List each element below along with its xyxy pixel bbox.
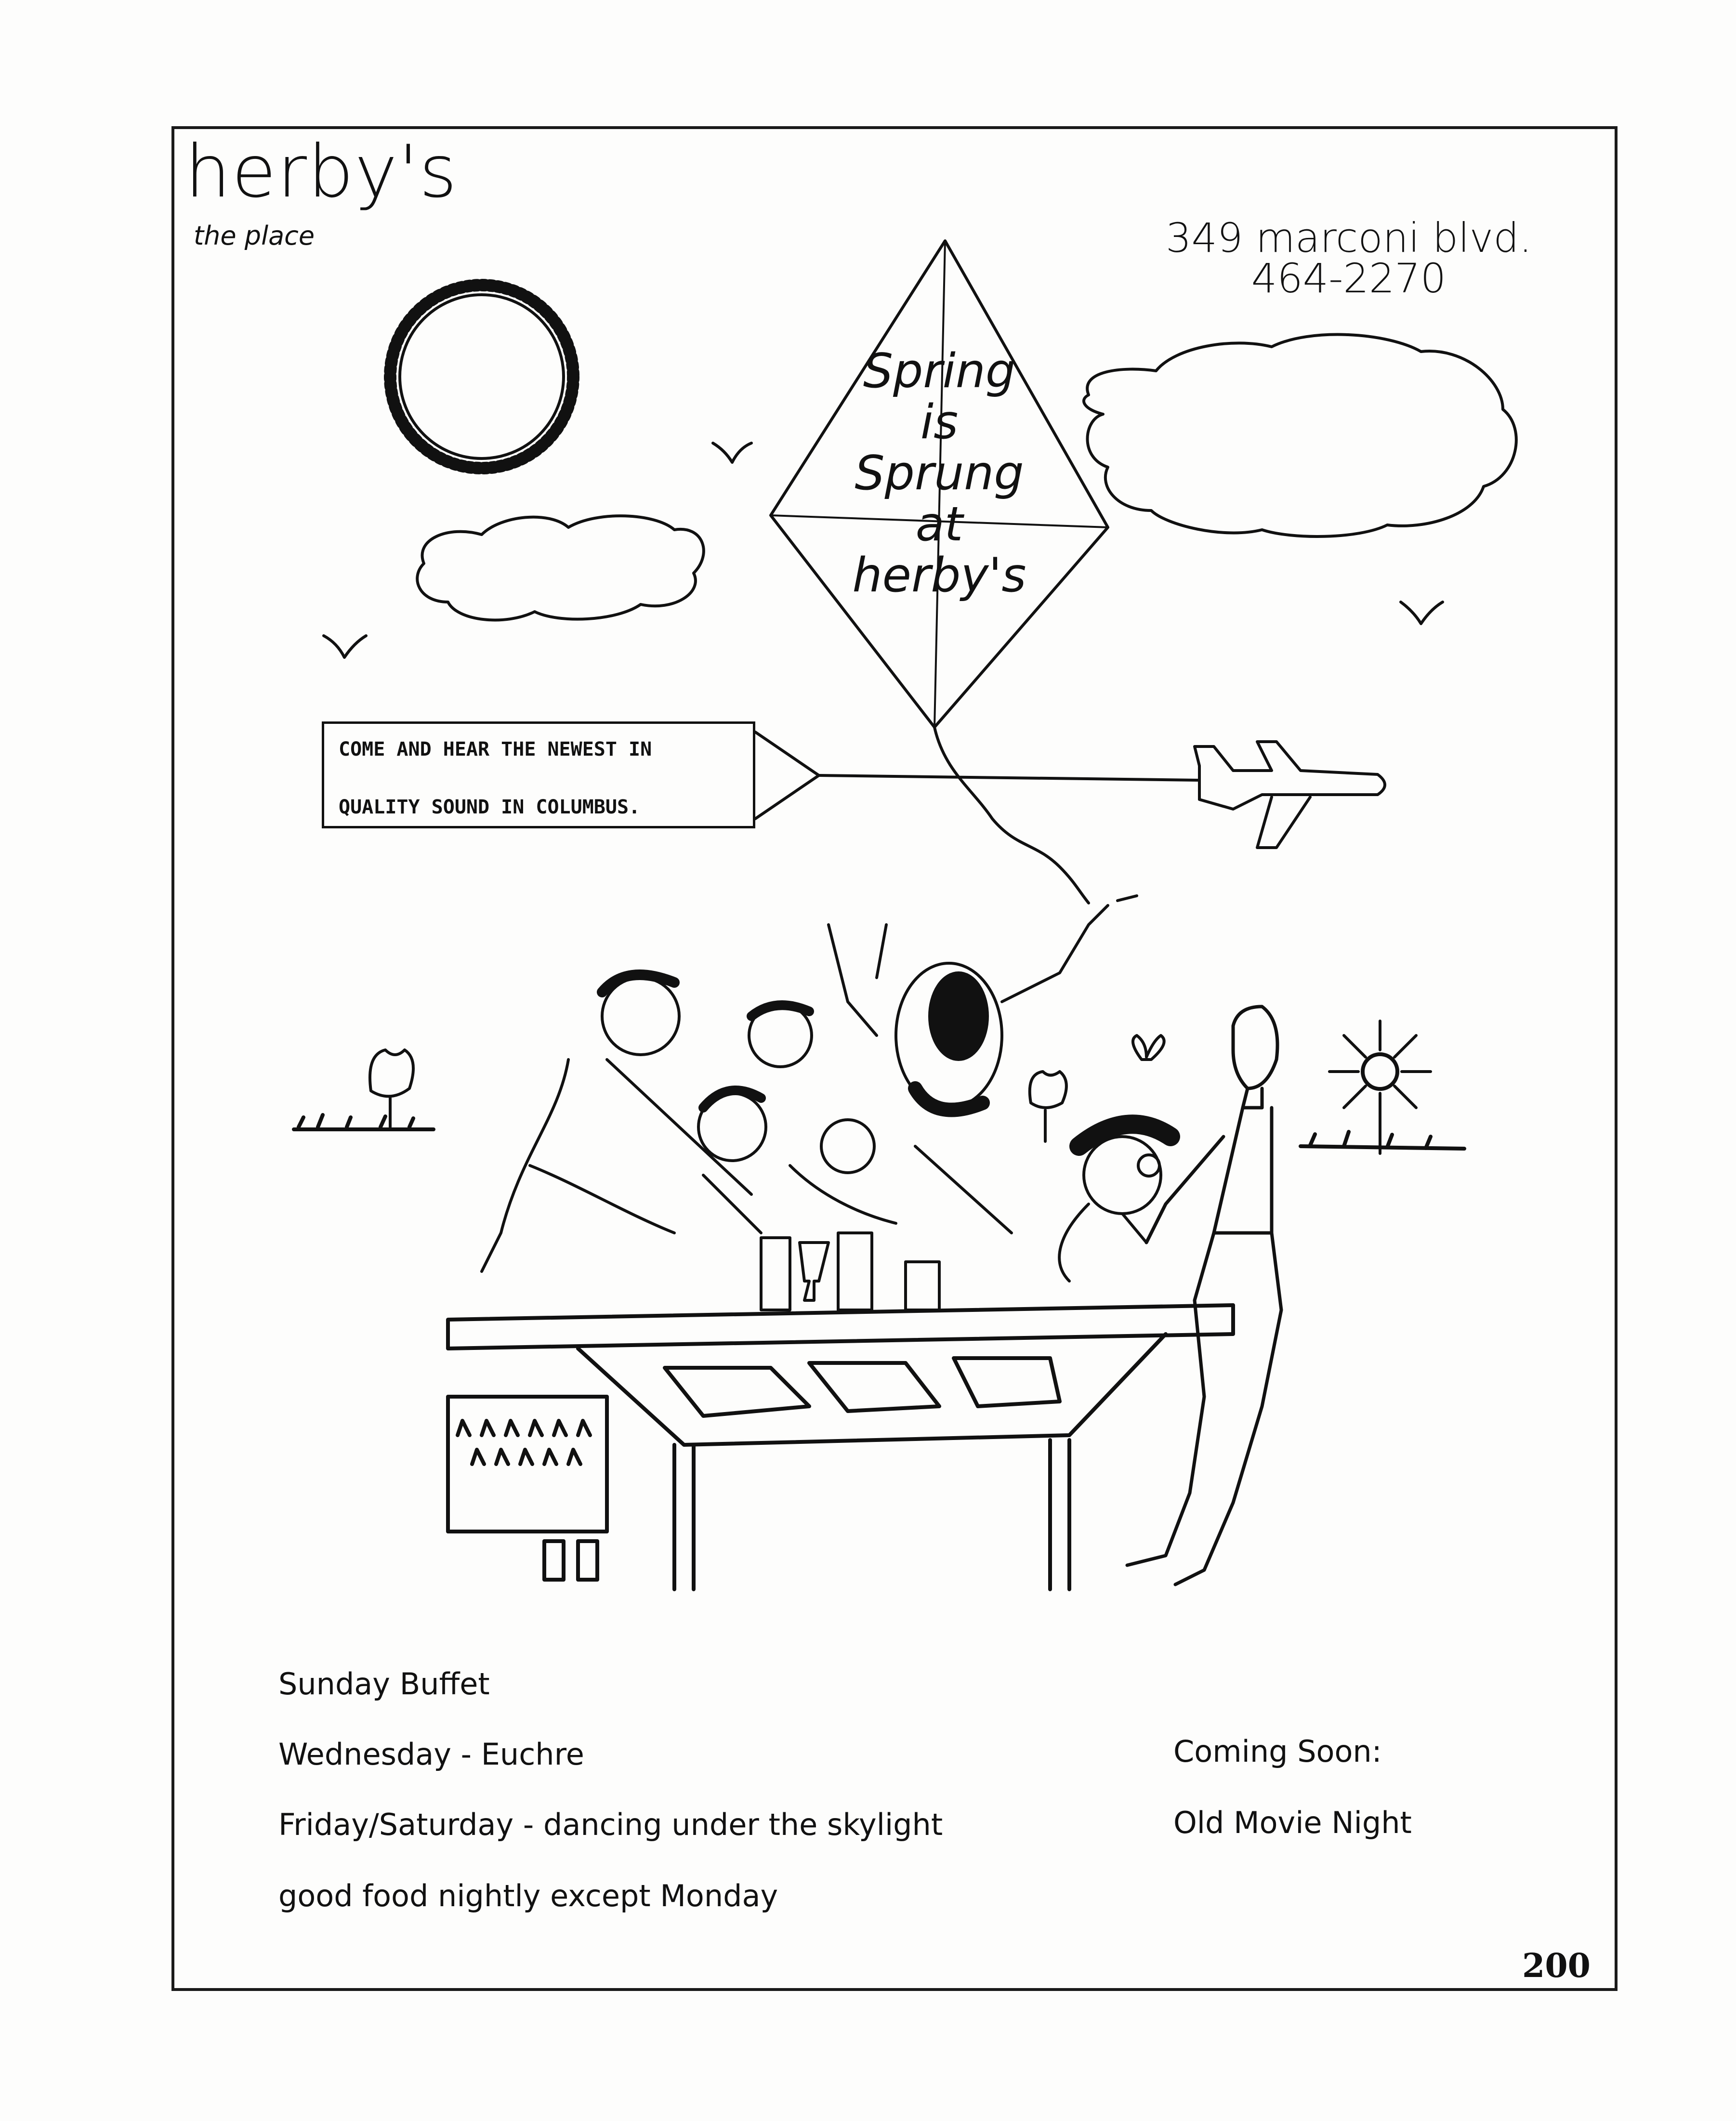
kite-line: herby's bbox=[852, 548, 1026, 603]
cloud-left bbox=[417, 516, 704, 620]
brand-name: herby's bbox=[185, 130, 458, 214]
brand-tagline: the place bbox=[194, 221, 315, 251]
street-address: 349 marconi blvd. bbox=[1166, 214, 1532, 262]
coming-soon-item: Old Movie Night bbox=[1173, 1805, 1412, 1840]
page-number: 200 bbox=[1522, 1947, 1591, 1985]
waiter bbox=[1127, 1007, 1281, 1584]
airplane-banner bbox=[322, 721, 755, 828]
kite-slogan bbox=[819, 346, 1060, 601]
grass-left bbox=[294, 1115, 434, 1129]
kite-line: is bbox=[920, 395, 959, 450]
event-item: Sunday Buffet bbox=[278, 1666, 490, 1702]
butterfly-icon bbox=[1133, 1035, 1164, 1060]
bird-icon bbox=[324, 636, 366, 657]
bird-icon bbox=[713, 443, 751, 462]
phone-number: 464-2270 bbox=[1251, 255, 1447, 302]
sun-icon bbox=[390, 285, 573, 468]
kite-line: Sprung bbox=[855, 446, 1024, 501]
flower-icon bbox=[1329, 1021, 1431, 1153]
kite-string bbox=[934, 727, 1089, 903]
kite-line: at bbox=[915, 497, 963, 552]
banner-line: QUALITY SOUND IN COLUMBUS. bbox=[339, 796, 641, 818]
banner-line: COME AND HEAR THE NEWEST IN bbox=[339, 738, 652, 760]
cloud-right bbox=[1084, 335, 1516, 537]
event-item: Wednesday - Euchre bbox=[278, 1737, 584, 1772]
event-item: good food nightly except Monday bbox=[278, 1878, 778, 1913]
kite-line: Spring bbox=[863, 344, 1016, 399]
drinks bbox=[761, 1233, 939, 1310]
airplane-icon bbox=[1195, 742, 1385, 848]
coming-soon-label: Coming Soon: bbox=[1173, 1734, 1382, 1769]
grass-right bbox=[1301, 1132, 1464, 1149]
bar-counter bbox=[448, 1305, 1233, 1589]
bird-icon bbox=[1401, 602, 1443, 624]
tulip-icon bbox=[1030, 1072, 1066, 1141]
event-item: Friday/Saturday - dancing under the skylight bbox=[278, 1807, 943, 1842]
tulip-icon bbox=[370, 1050, 413, 1127]
banner-pennant bbox=[755, 732, 819, 819]
